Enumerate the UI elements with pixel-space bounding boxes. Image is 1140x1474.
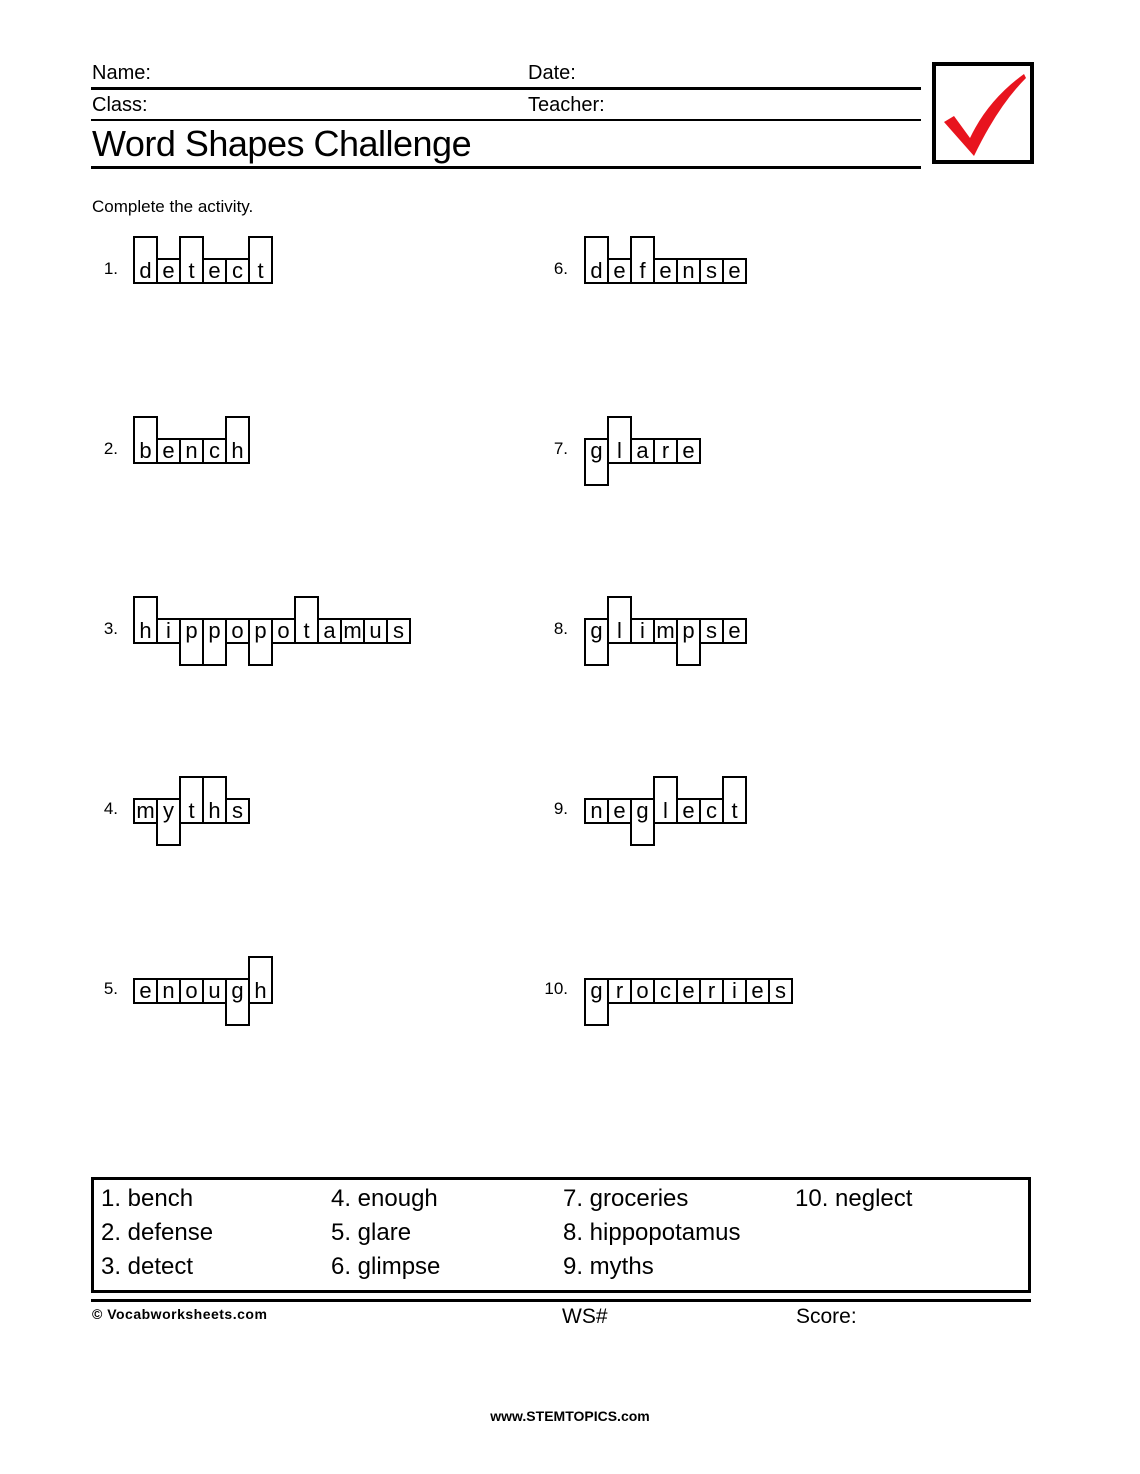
checkmark-box	[932, 62, 1034, 164]
header-divider-2	[91, 119, 921, 121]
letter: h	[208, 798, 221, 823]
letter: e	[659, 258, 672, 283]
letter: p	[682, 618, 695, 643]
letter: p	[208, 618, 221, 643]
letter: i	[166, 618, 171, 643]
question-number: 10.	[544, 979, 568, 998]
letter: t	[731, 798, 738, 823]
letter: g	[231, 978, 244, 1003]
letter: s	[232, 798, 243, 823]
letter: e	[208, 258, 221, 283]
letter: e	[728, 258, 741, 283]
copyright: © Vocabworksheets.com	[92, 1306, 268, 1322]
letter: e	[751, 978, 764, 1003]
letter: r	[615, 978, 624, 1003]
letter: n	[162, 978, 175, 1003]
letter: f	[639, 258, 646, 283]
letter: c	[209, 438, 220, 463]
letter: c	[660, 978, 671, 1003]
checkmark-icon	[936, 66, 1030, 160]
letter: n	[590, 798, 603, 823]
letter: e	[613, 258, 626, 283]
ws-label: WS#	[562, 1305, 608, 1328]
instructions: Complete the activity.	[92, 197, 254, 216]
letter: i	[640, 618, 645, 643]
question-number: 2.	[103, 439, 118, 458]
word-bank-item: 5. glare	[331, 1219, 412, 1246]
footer-divider	[91, 1299, 1031, 1302]
letter: p	[185, 618, 198, 643]
question-number: 4.	[103, 799, 118, 818]
word-bank-item: 9. myths	[563, 1253, 654, 1280]
letter: e	[728, 618, 741, 643]
word-bank-item: 2. defense	[101, 1219, 214, 1246]
letter: y	[163, 798, 174, 823]
date-label: Date:	[528, 62, 576, 84]
word-bank-item: 8. hippopotamus	[563, 1219, 741, 1246]
class-label: Class:	[92, 94, 148, 116]
letter: o	[185, 978, 198, 1003]
letter: e	[682, 438, 695, 463]
word-bank-item: 4. enough	[331, 1185, 438, 1212]
letter: d	[139, 258, 152, 283]
letter: l	[663, 798, 668, 823]
letter: n	[682, 258, 695, 283]
letter: p	[254, 618, 267, 643]
question-number: 7.	[553, 439, 568, 458]
letter: l	[617, 438, 622, 463]
word-bank-item: 6. glimpse	[331, 1253, 441, 1280]
letter: t	[257, 258, 264, 283]
letter: m	[136, 798, 155, 823]
letter: g	[590, 978, 603, 1003]
letter: a	[636, 438, 649, 463]
letter: o	[277, 618, 290, 643]
letter: s	[706, 258, 717, 283]
letter: e	[139, 978, 152, 1003]
word-bank-item: 10. neglect	[795, 1185, 913, 1212]
word-bank	[91, 1177, 1031, 1293]
letter: c	[706, 798, 717, 823]
question-number: 5.	[103, 979, 118, 998]
question-number: 3.	[103, 619, 118, 638]
letter: a	[323, 618, 336, 643]
letter: t	[303, 618, 310, 643]
letter: g	[590, 438, 603, 463]
letter: h	[139, 618, 152, 643]
letter: g	[590, 618, 603, 643]
teacher-label: Teacher:	[528, 94, 605, 116]
letter: e	[682, 978, 695, 1003]
question-number: 9.	[553, 799, 568, 818]
letter: s	[775, 978, 786, 1003]
letter: t	[188, 258, 195, 283]
letter: i	[732, 978, 737, 1003]
letter: e	[613, 798, 626, 823]
header-divider-1	[91, 87, 921, 90]
letter: r	[707, 978, 716, 1003]
letter: e	[682, 798, 695, 823]
question-number: 6.	[553, 259, 568, 278]
letter: l	[617, 618, 622, 643]
letter: b	[139, 438, 152, 463]
page-title: Word Shapes Challenge	[92, 123, 472, 164]
letter: r	[661, 438, 670, 463]
letter: u	[369, 618, 382, 643]
question-number: 8.	[553, 619, 568, 638]
letter: u	[208, 978, 221, 1003]
letter: d	[590, 258, 603, 283]
letter: s	[706, 618, 717, 643]
letter: e	[162, 258, 175, 283]
letter: m	[656, 618, 675, 643]
site-url: www.STEMTOPICS.com	[490, 1408, 650, 1424]
letter: t	[188, 798, 195, 823]
question-number: 1.	[103, 259, 118, 278]
letter: o	[231, 618, 244, 643]
letter: o	[636, 978, 649, 1003]
letter: s	[393, 618, 404, 643]
word-bank-item: 1. bench	[101, 1185, 194, 1212]
letter: g	[636, 798, 649, 823]
letter: h	[231, 438, 244, 463]
score-label: Score:	[796, 1305, 857, 1328]
letter: e	[162, 438, 175, 463]
letter: n	[185, 438, 198, 463]
letter: h	[254, 978, 267, 1003]
name-label: Name:	[92, 62, 151, 84]
word-bank-item: 3. detect	[101, 1253, 194, 1280]
word-bank-item: 7. groceries	[563, 1185, 689, 1212]
letter: c	[232, 258, 243, 283]
header-divider-3	[91, 166, 921, 169]
letter: m	[343, 618, 362, 643]
